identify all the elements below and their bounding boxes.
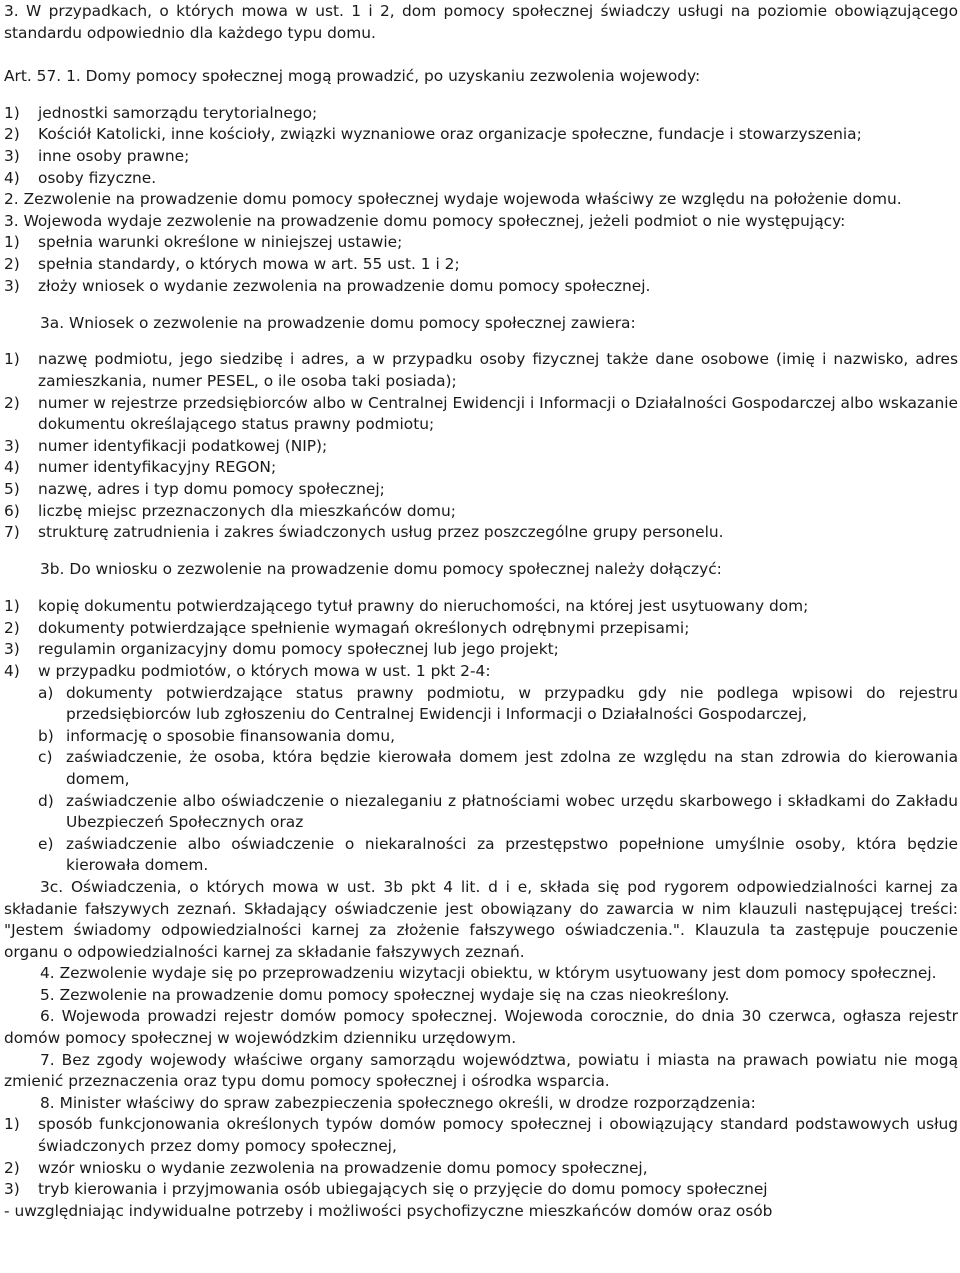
list-item: 1) sposób funkcjonowania określonych typów domów pomocy społecznej i obowiązujący standard podstawowych usług świadczonych przez domy pomocy społecznej,: [4, 1115, 958, 1156]
list-item: 2) dokumenty potwierdzające spełnienie wymagań określonych odrębnymi przepisami;: [4, 618, 690, 637]
list-item: 1) kopię dokumentu potwierdzającego tytuł prawny do nieruchomości, na której jest usytuowany dom;: [4, 597, 809, 616]
paragraph-1-list: [4, 103, 958, 189]
list-item: 7) strukturę zatrudnienia i zakres świadczonych usług przez poszczególne grupy personelu.: [4, 523, 724, 542]
sub-list-item: d) zaświadczenie albo oświadczenie o niezaleganiu z płatnościami wobec urzędu skarbowego i składkami do Zakładu Ubezpieczeń Społecznych oraz: [38, 791, 958, 832]
paragraph-3: 3. Wojewoda wydaje zezwolenie na prowadzenie domu pomocy społecznej, jeżeli podmiot o nie występujący:: [4, 211, 846, 230]
list-item: 3) złoży wniosek o wydanie zezwolenia na prowadzenie domu pomocy społecznej.: [4, 276, 651, 295]
paragraph-8: 8. Minister właściwy do spraw zabezpieczenia społecznego określi, w drodze rozporządzenia:: [40, 1093, 756, 1112]
list-item: 1) spełnia warunki określone w niniejszej ustawie;: [4, 233, 403, 252]
paragraph-7: 7. Bez zgody wojewody właściwe organy samorządu województwa, powiatu i miasta na prawach powiatu nie mogą zmienić przeznaczenia oraz typu domu pomocy społecznej i ośrodka wsparcia.: [4, 1050, 958, 1091]
closing-line: - uwzględniając indywidualne potrzeby i możliwości psychofizyczne mieszkańców domów oraz osób: [4, 1201, 773, 1220]
list-item: 2) Kościół Katolicki, inne kościoły, związki wyznaniowe oraz organizacje społeczne, fundacje i stowarzyszenia;: [4, 125, 862, 144]
paragraph-3a: 3a. Wniosek o zezwolenie na prowadzenie domu pomocy społecznej zawiera:: [40, 313, 636, 332]
list-item: 1) jednostki samorządu terytorialnego;: [4, 103, 318, 122]
paragraph-1: 1. Domy pomocy społecznej mogą prowadzić, po uzyskaniu zezwolenia wojewody:: [66, 66, 701, 85]
list-item: 3) inne osoby prawne;: [4, 146, 190, 165]
paragraph-3b-list: [4, 596, 958, 877]
sub-list-item: b) informację o sposobie finansowania domu,: [38, 726, 396, 745]
article-57-intro: [4, 66, 958, 88]
list-item: 4) numer identyfikacyjny REGON;: [4, 458, 277, 477]
paragraph-3a-list: [4, 349, 958, 543]
list-item: 2) spełnia standardy, o których mowa w art. 55 ust. 1 i 2;: [4, 254, 460, 273]
paragraph-2: 2. Zezwolenie na prowadzenie domu pomocy społecznej wydaje wojewoda właściwy ze względu na położenie domu.: [4, 190, 902, 209]
sub-list-item: a) dokumenty potwierdzające status prawny podmiotu, w przypadku gdy nie podlega wpisowi do rejestru przedsiębiorców lub zgłoszeniu do Centralnej Ewidencji i Informacji o Działalności Gospodarczej,: [38, 683, 958, 724]
paragraph-3-list: [4, 232, 958, 297]
paragraph-5: 5. Zezwolenie na prowadzenie domu pomocy społecznej wydaje się na czas nieokreślony.: [40, 985, 730, 1004]
list-item: 2) numer w rejestrze przedsiębiorców albo w Centralnej Ewidencji i Informacji o Działalności Gospodarczej albo wskazanie dokumentu określającego status prawny podmiotu;: [4, 393, 958, 434]
list-item: 3) numer identyfikacji podatkowej (NIP);: [4, 436, 328, 455]
list-item: 1) nazwę podmiotu, jego siedzibę i adres, a w przypadku osoby fizycznej także dane osobowe (imię i nazwisko, adres zamieszkania, numer PESEL, o ile osoba taki posiada);: [4, 350, 958, 391]
list-item: 4) osoby fizyczne.: [4, 168, 157, 187]
list-item: 6) liczbę miejsc przeznaczonych dla mieszkańców domu;: [4, 501, 456, 520]
list-item: 2) wzór wniosku o wydanie zezwolenia na prowadzenie domu pomocy społecznej,: [4, 1158, 648, 1177]
paragraph-4: 4. Zezwolenie wydaje się po przeprowadzeniu wizytacji obiektu, w którym usytuowany jest dom pomocy społecznej.: [40, 964, 937, 983]
list-item: 5) nazwę, adres i typ domu pomocy społecznej;: [4, 480, 385, 499]
paragraph-6: 6. Wojewoda prowadzi rejestr domów pomocy społecznej. Wojewoda corocznie, do dnia 30 czerwca, ogłasza rejestr domów pomocy społecznej w wojewódzkim dzienniku urzędowym.: [4, 1007, 958, 1048]
paragraph-3-previous: 3. W przypadkach, o których mowa w ust. 1 i 2, dom pomocy społecznej świadczy usługi na poziomie obowiązującego standardu odpowiednio dla każdego typu domu.: [4, 2, 958, 42]
list-item: 3) tryb kierowania i przyjmowania osób ubiegających się o przyjęcie do domu pomocy społecznej: [4, 1180, 768, 1199]
list-item: 3) regulamin organizacyjny domu pomocy społecznej lub jego projekt;: [4, 640, 559, 659]
paragraph-8-list: [4, 1114, 958, 1200]
list-item: 4) w przypadku podmiotów, o których mowa w ust. 1 pkt 2-4:: [4, 661, 491, 680]
sub-list-item: e) zaświadczenie albo oświadczenie o niekaralności za przestępstwo popełnione umyślnie osoby, która będzie kierowała domem.: [38, 834, 958, 875]
paragraph-3c: 3c. Oświadczenia, o których mowa w ust. 3b pkt 4 lit. d i e, składa się pod rygorem odpowiedzialności karnej za składanie fałszywych zeznań. Składający oświadczenie jest obowiązany do zawarcia w nim klauzuli następującej treści: "Jestem świadomy odpowiedzialności karnej za złożenie fałszywego oświadczenia.". Klauzula ta zastępuje pouczenie organu o odpowiedzialności karnej za składanie fałszywych zeznań.: [4, 877, 958, 961]
article-heading: Art. 57.: [4, 66, 62, 85]
paragraph-3b: 3b. Do wniosku o zezwolenie na prowadzenie domu pomocy społecznej należy dołączyć:: [40, 560, 722, 579]
sub-list-item: c) zaświadczenie, że osoba, która będzie kierowała domem jest zdolna ze względu na stan zdrowia do kierowania domem,: [38, 748, 958, 788]
